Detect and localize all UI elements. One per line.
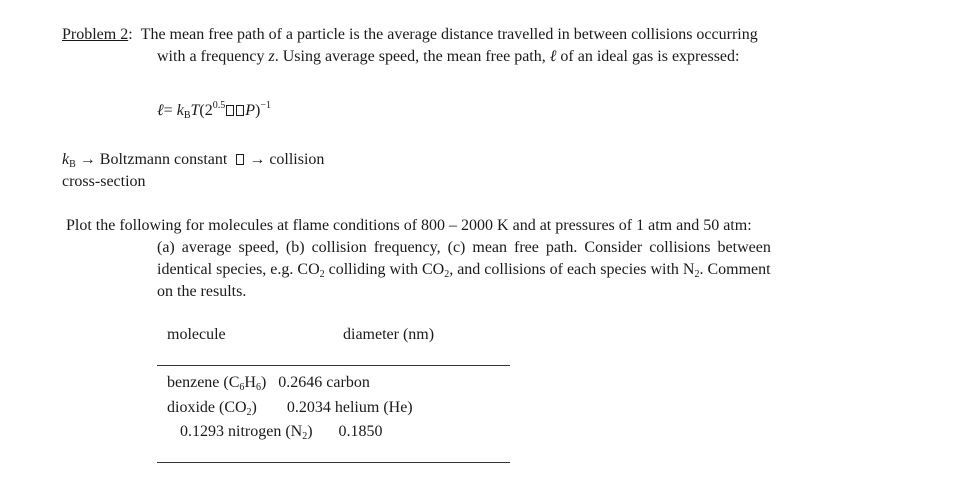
- table-bottom-rule: [157, 462, 510, 463]
- problem-text-1: The mean free path of a particle is the average distance travelled in between collisions occurring: [140, 26, 758, 43]
- task-line-3: identical species, e.g. $CO_2$ colliding with $CO_2$, and collisions of each species with $N_2$. Comment: [157, 261, 771, 280]
- table-top-rule: [157, 365, 510, 366]
- table-header-diameter: diameter (nm): [343, 326, 435, 343]
- problem-line-1: Problem 2: The mean free path of a particle is the average distance travelled in between collisions occurring: [62, 26, 758, 43]
- task-line-4: on the results.: [157, 283, 247, 300]
- problem-label: Problem 2: [62, 26, 129, 43]
- definition-line-2: cross-section: [62, 173, 146, 190]
- problem-line-2: with a frequency z. Using average speed, the mean free path, ℓ of an ideal gas is expressed:: [157, 48, 740, 65]
- definition-line-1: $k_B$ → Boltzmann constant → collision: [62, 151, 325, 170]
- task-line-2: (a) average speed, (b) collision frequency, (c) mean free path. Consider collisions between: [157, 239, 771, 256]
- table-row: 0.1293 nitrogen $(N_2)$ 0.1850: [180, 423, 383, 442]
- table-row: benzene $(C_6H_6)$ 0.2646 carbon: [167, 374, 370, 393]
- missing-glyph-pi-icon: [226, 105, 234, 116]
- mean-free-path-equation: ℓ= $k_BT(2^{0.5}$ P)$^{-1}$: [157, 100, 271, 121]
- task-line-1: Plot the following for molecules at flame conditions of 800 – 2000 K and at pressures of 1 atm and 50 atm:: [66, 217, 752, 234]
- table-row: dioxide $(CO_2)$ 0.2034 helium (He): [167, 399, 413, 418]
- table-header-molecule: molecule: [167, 326, 226, 343]
- missing-glyph-sigma-icon: [236, 154, 244, 165]
- missing-glyph-sigma-icon: [236, 105, 244, 116]
